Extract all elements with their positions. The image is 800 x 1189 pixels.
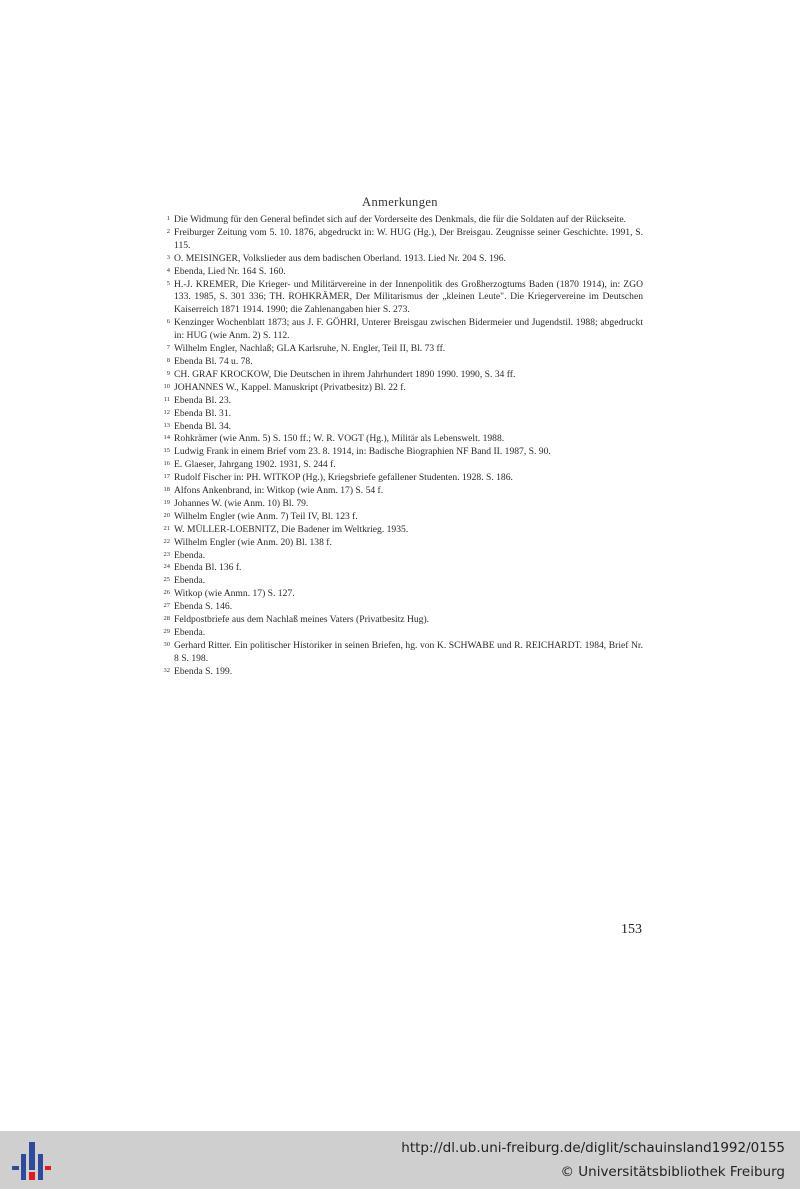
footnote-text: Ebenda Bl. 136 f. xyxy=(174,562,242,574)
footnote-text: Ebenda Bl. 23. xyxy=(174,394,232,406)
footnote-text: Rudolf Fischer in: PH. WITKOP (Hg.), Kriegsbriefe gefallener Studenten. 1928. S. 186. xyxy=(174,472,513,484)
footnote-text: Rohkrämer (wie Anm. 5) S. 150 ff.; W. R. VOGT (Hg.), Militär als Lebenswelt. 1988. xyxy=(174,433,505,445)
footnote-text: Ebenda Bl. 34. xyxy=(174,420,232,432)
notes-list xyxy=(159,214,643,679)
footnote-number: 28 xyxy=(163,615,170,623)
footnote-number: 3 xyxy=(166,253,170,261)
footnote xyxy=(159,253,643,266)
footnote xyxy=(159,498,643,511)
footnote-number: 14 xyxy=(163,434,170,442)
footnote-number: 12 xyxy=(163,408,170,416)
footnote-number: 9 xyxy=(166,369,170,377)
footnote-number: 21 xyxy=(163,524,170,532)
footnote xyxy=(159,382,643,395)
footnote xyxy=(159,640,643,666)
footnote-number: 1 xyxy=(166,215,170,222)
footnote-text: Wilhelm Engler (wie Anm. 20) Bl. 138 f. xyxy=(174,536,332,548)
footnote-number: 27 xyxy=(163,602,170,610)
footnote-number: 24 xyxy=(163,563,170,571)
footnote xyxy=(159,537,643,550)
footnote xyxy=(159,369,643,382)
footnote xyxy=(159,421,643,434)
footnote-number: 6 xyxy=(166,318,170,326)
footnote-text: Feldpostbriefe aus dem Nachlaß meines Vaters (Privatbesitz Hug). xyxy=(174,614,430,626)
footnote-number: 11 xyxy=(163,395,170,403)
footnote xyxy=(159,562,643,575)
footnote-text: Gerhard Ritter. Ein politischer Historiker in seinen Briefen, hg. von K. SCHWABE und R. REICHARDT. 1984, Brief Nr. 8 S. 198. xyxy=(174,639,643,664)
footnote-number: 22 xyxy=(163,537,170,545)
footnote-text: Wilhelm Engler (wie Anm. 7) Teil IV, Bl. 123 f. xyxy=(174,510,358,522)
footnote-number: 4 xyxy=(166,266,170,274)
footnote xyxy=(159,666,643,679)
footnote-text: Ebenda. xyxy=(174,627,206,638)
footnote-number: 8 xyxy=(166,356,170,364)
footnote-text: Witkop (wie Anmn. 17) S. 127. xyxy=(174,588,295,600)
footnote-text: Wilhelm Engler, Nachlaß; GLA Karlsruhe, N. Engler, Teil II, Bl. 73 ff. xyxy=(174,343,446,355)
footnote-text: JOHANNES W., Kappel. Manuskript (Privatbesitz) Bl. 22 f. xyxy=(174,381,406,393)
footnote xyxy=(159,279,643,318)
footnote xyxy=(159,395,643,408)
footnote xyxy=(159,459,643,472)
footnote-text: W. MÜLLER-LOEBNITZ, Die Badener im Weltkrieg. 1935. xyxy=(174,523,409,535)
footnote-text: O. MEISINGER, Volkslieder aus dem badischen Oberland. 1913. Lied Nr. 204 S. 196. xyxy=(174,252,506,264)
footnote-number: 2 xyxy=(166,227,170,235)
copyright-notice: © Universitätsbibliothek Freiburg xyxy=(560,1164,785,1180)
footnote xyxy=(159,575,643,588)
footnote-text: Ebenda Bl. 74 u. 78. xyxy=(174,355,253,367)
footnote xyxy=(159,408,643,421)
footnote-number: 17 xyxy=(163,473,170,481)
page-number: 153 xyxy=(621,922,642,937)
footnote xyxy=(159,485,643,498)
footnote-text: Ebenda, Lied Nr. 164 S. 160. xyxy=(174,265,286,277)
footnote-number: 16 xyxy=(163,460,170,468)
footnote xyxy=(159,433,643,446)
footnote xyxy=(159,472,643,485)
document-url-link[interactable]: http://dl.ub.uni-freiburg.de/diglit/schauinsland1992/0155 xyxy=(401,1140,785,1156)
footnote-text: Johannes W. (wie Anm. 10) Bl. 79. xyxy=(174,497,309,509)
footnote-number: 26 xyxy=(163,589,170,597)
footnote-number: 30 xyxy=(163,640,170,648)
footnote-number: 13 xyxy=(163,421,170,429)
footnote-text: Ebenda. xyxy=(174,549,206,561)
footnote xyxy=(159,588,643,601)
footnote xyxy=(159,524,643,537)
footnote-text: Ebenda. xyxy=(174,575,206,587)
footnote xyxy=(159,227,643,253)
footnote-number: 25 xyxy=(163,576,170,584)
footnote xyxy=(159,511,643,524)
footnote-text: Ludwig Frank in einem Brief vom 23. 8. 1914, in: Badische Biographien NF Band II. 1987, S. 90. xyxy=(174,446,551,458)
footnote-number: 5 xyxy=(166,279,170,287)
footnote-number: 29 xyxy=(163,628,170,635)
footnote xyxy=(159,446,643,459)
library-logo-icon xyxy=(10,1140,52,1182)
footnote-text: Die Widmung für den General befindet sich auf der Vorderseite des Denkmals, die für die Soldaten auf der Rückseite. xyxy=(174,214,626,225)
footnote-number: 23 xyxy=(163,550,170,558)
footnote-text: H.-J. KREMER, Die Krieger- und Militärvereine in der Innenpolitik des Großherzogtums Baden (1870 1914), in: ZGO 133. 1985, S. 301 336; TH. ROHKRÄMER, Der Militarismus der „kleinen Leute". Die Kriegervereine im Deutschen Kaiserreich 1871 1914. 1990; die Zahlenangaben hier S. 273. xyxy=(174,278,643,316)
footnote-number: 7 xyxy=(166,344,170,352)
footnote-number: 19 xyxy=(163,498,170,506)
footnote-text: Ebenda S. 146. xyxy=(174,601,233,613)
viewer-footer xyxy=(0,1131,800,1189)
footnote xyxy=(159,356,643,369)
footnote-number: 10 xyxy=(163,382,170,390)
notes-heading: Anmerkungen xyxy=(362,195,438,209)
footnote xyxy=(159,614,643,627)
footnote xyxy=(159,601,643,614)
footnote-number: 15 xyxy=(163,447,170,455)
footnote-text: Alfons Ankenbrand, in: Witkop (wie Anm. 17) S. 54 f. xyxy=(174,485,384,497)
footnote-text: Ebenda S. 199. xyxy=(174,665,233,677)
footnote xyxy=(159,550,643,563)
footnote-number: 32 xyxy=(163,666,170,674)
footnote-text: Ebenda Bl. 31. xyxy=(174,407,232,419)
footnote-text: E. Glaeser, Jahrgang 1902. 1931, S. 244 f. xyxy=(174,459,336,471)
footnote xyxy=(159,343,643,356)
footnote-text: Freiburger Zeitung vom 5. 10. 1876, abgedruckt in: W. HUG (Hg.), Der Breisgau. Zeugnisse seiner Geschichte. 1991, S. 115. xyxy=(174,226,643,251)
footnote xyxy=(159,627,643,640)
footnote xyxy=(159,317,643,343)
footnote-text: Kenzinger Wochenblatt 1873; aus J. F. GÖHRI, Unterer Breisgau zwischen Bidermeier und Jugendstil. 1988; abgedruckt in: HUG (wie Anm. 2) S. 112. xyxy=(174,317,643,342)
footnote-number: 18 xyxy=(163,486,170,494)
footnote xyxy=(159,266,643,279)
footnote-text: CH. GRAF KROCKOW, Die Deutschen in ihrem Jahrhundert 1890 1990. 1990, S. 34 ff. xyxy=(174,368,516,380)
footnote xyxy=(159,214,643,227)
footnote-number: 20 xyxy=(163,511,170,519)
